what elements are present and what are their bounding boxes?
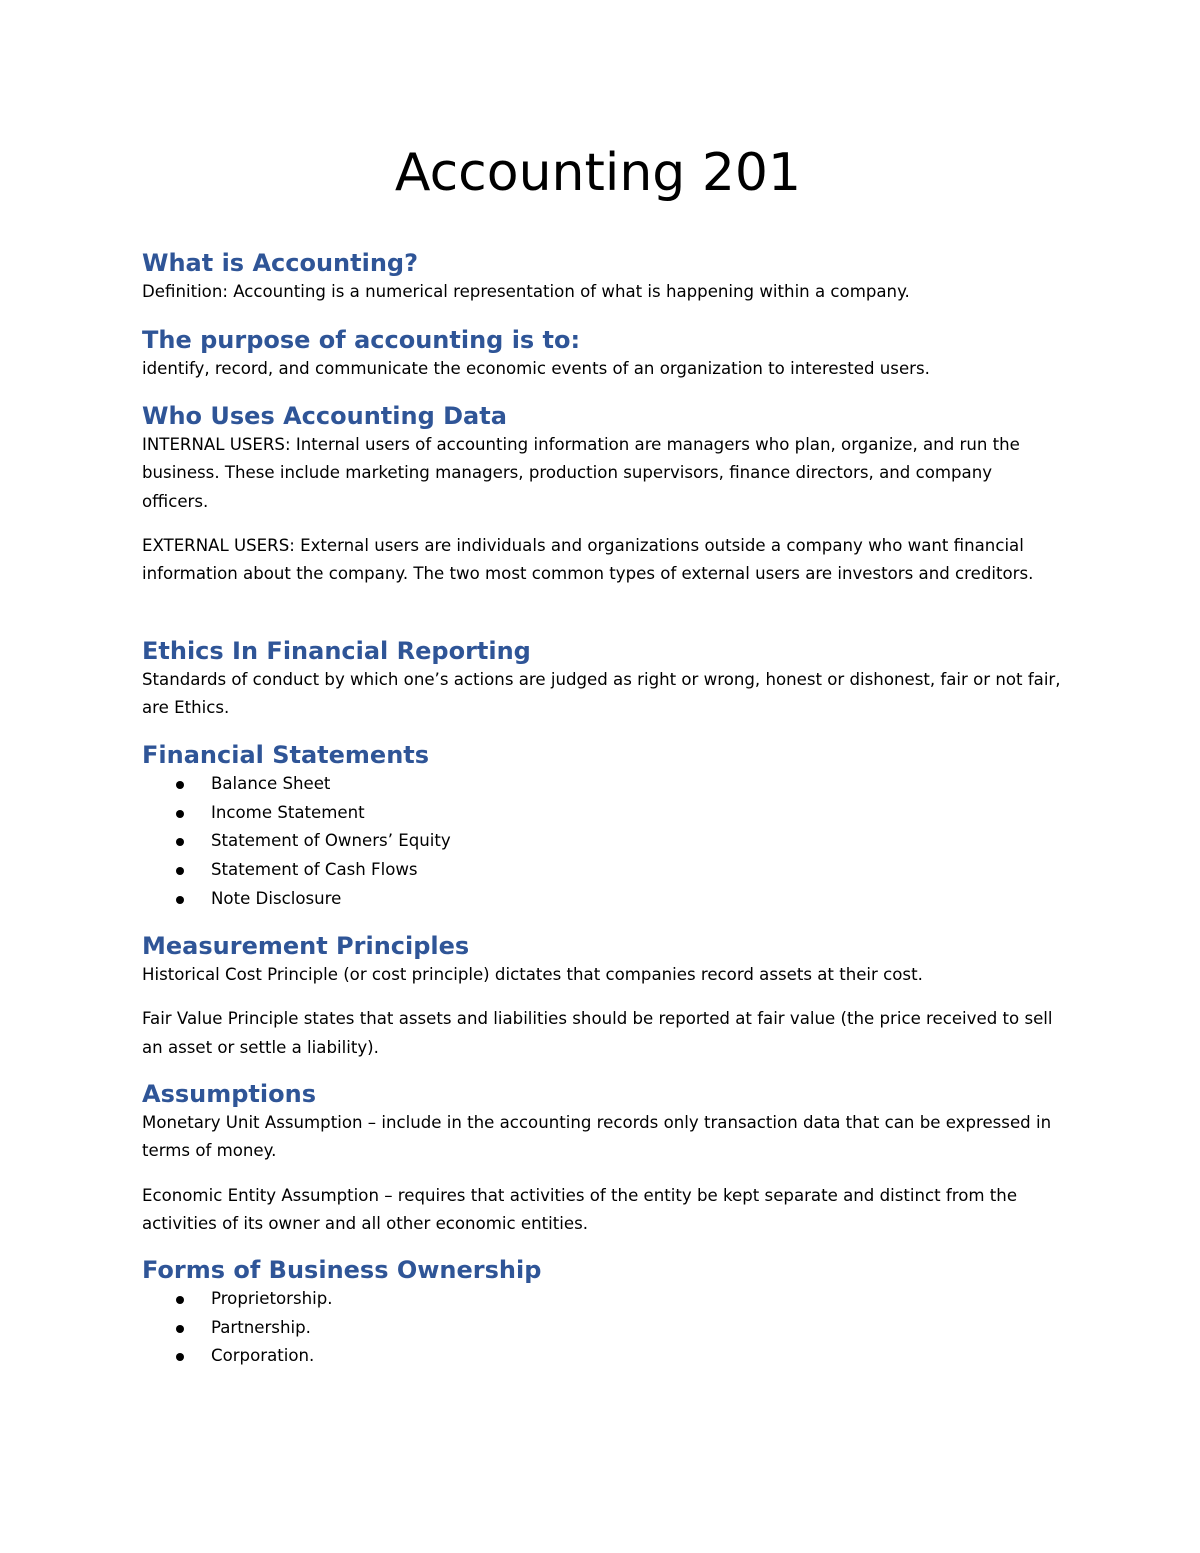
- section-who-uses-accounting-data: [142, 401, 1062, 588]
- section-heading: What is Accounting?: [142, 249, 419, 277]
- section-forms-of-business-ownership: [142, 1255, 1062, 1371]
- bullet-icon: [176, 838, 184, 846]
- list-item: [142, 799, 1062, 828]
- section-what-is-accounting: [142, 248, 1062, 306]
- fair-value-text: Fair Value Principle states that assets and liabilities should be reported at fair value (the price received to sell an asset or settle a liability).: [142, 1009, 1053, 1057]
- section-heading: The purpose of accounting is to:: [142, 326, 581, 354]
- section-heading: Ethics In Financial Reporting: [142, 637, 531, 665]
- internal-users-text: INTERNAL USERS: Internal users of accounting information are managers who plan, organize, and run the business. These include marketing managers, production supervisors, finance directors, and company officers.: [142, 435, 1020, 511]
- list-item: [142, 1342, 1062, 1371]
- list-item: [142, 1314, 1062, 1343]
- list-item-label: Income Statement: [211, 802, 365, 822]
- section-heading: Measurement Principles: [142, 932, 470, 960]
- list-item-label: Partnership.: [211, 1317, 311, 1337]
- list-item: [142, 1285, 1062, 1314]
- bullet-icon: [176, 1325, 184, 1333]
- economic-entity-text: Economic Entity Assumption – requires that activities of the entity be kept separate and distinct from the activities of its owner and all other economic entities.: [142, 1185, 1018, 1233]
- list-item-label: Corporation.: [211, 1346, 315, 1366]
- document-title: Accounting 201: [394, 143, 802, 203]
- list-item-label: Statement of Cash Flows: [211, 860, 418, 880]
- list-item: [142, 770, 1062, 799]
- list-item: [142, 885, 1062, 914]
- purpose-text: identify, record, and communicate the economic events of an organization to interested users.: [142, 359, 930, 378]
- external-users-text: EXTERNAL USERS: External users are individuals and organizations outside a company who want financial information about the company. The two most common types of external users are investors and creditors.: [142, 535, 1034, 584]
- ethics-text: Standards of conduct by which one’s actions are judged as right or wrong, honest or dishonest, fair or not fair, are Ethics.: [142, 670, 1061, 718]
- bullet-icon: [176, 810, 184, 818]
- list-item: [142, 856, 1062, 885]
- historical-cost-text: Historical Cost Principle (or cost principle) dictates that companies record assets at their cost.: [142, 965, 923, 984]
- definition-text: Definition: Accounting is a numerical representation of what is happening within a company.: [142, 282, 910, 301]
- section-ethics: [142, 636, 1062, 723]
- section-purpose: [142, 325, 1062, 383]
- section-measurement-principles: [142, 931, 1062, 1062]
- bullet-icon: [176, 781, 184, 789]
- bullet-icon: [176, 867, 184, 875]
- section-heading: Financial Statements: [142, 741, 430, 769]
- bullet-icon: [176, 1296, 184, 1304]
- bullet-icon: [176, 1353, 184, 1361]
- section-financial-statements: [142, 740, 1062, 914]
- financial-statements-list: [142, 770, 1062, 914]
- section-assumptions: [142, 1079, 1062, 1238]
- section-heading: Forms of Business Ownership: [142, 1256, 542, 1284]
- section-heading: Assumptions: [142, 1080, 316, 1108]
- bullet-icon: [176, 896, 184, 904]
- list-item: [142, 827, 1062, 856]
- list-item-label: Statement of Owners’ Equity: [211, 831, 451, 851]
- list-item-label: Note Disclosure: [211, 888, 342, 908]
- section-heading: Who Uses Accounting Data: [142, 402, 507, 430]
- list-item-label: Balance Sheet: [211, 774, 331, 793]
- list-item-label: Proprietorship.: [211, 1289, 333, 1308]
- ownership-forms-list: [142, 1285, 1062, 1371]
- monetary-unit-text: Monetary Unit Assumption – include in the accounting records only transaction data that can be expressed in terms of money.: [142, 1113, 1052, 1161]
